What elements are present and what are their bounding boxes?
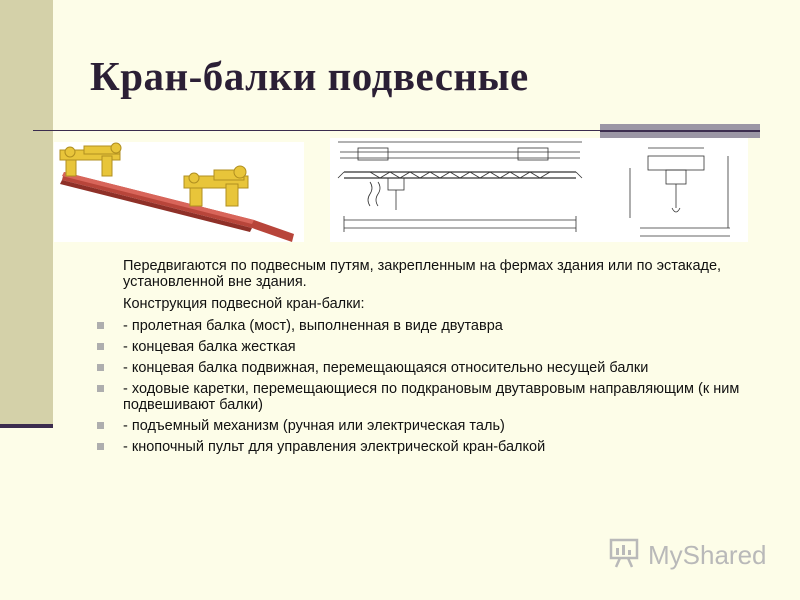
bullet-square-icon [97,422,104,429]
list-item [92,439,772,455]
bullet-square-icon [97,364,104,371]
bullet-square-icon [97,343,104,350]
list-item [92,418,772,434]
list-item-text: - концевая балка подвижная, перемещающаяся относительно несущей балки [123,360,649,376]
watermark-text: MyShared [648,540,767,570]
left-decor-underline [0,424,53,428]
crane-beam-photo [54,142,304,242]
presentation-board-icon [608,536,642,570]
list-item-text: - ходовые каретки, перемещающиеся по подкрановым двутавровым направляющим (к ним подвешивают балки) [123,381,740,413]
bullet-square-icon [97,322,104,329]
list-item [92,318,772,334]
crane-technical-drawing [330,138,748,242]
list-item-text: - кнопочный пульт для управления электрической кран-балкой [123,439,546,455]
list-item [92,381,772,413]
list-item [92,339,772,355]
slide-title: Кран-балки подвесные [90,53,529,99]
list-item-text: - концевая балка жесткая [123,339,296,355]
left-decor-bar [0,0,53,424]
list-item [92,360,772,376]
title-rule-accent-line [600,130,760,132]
list-item-text: - подъемный механизм (ручная или электрическая таль) [123,418,505,434]
myshared-watermark [608,536,768,572]
bullet-square-icon [97,443,104,450]
body-paragraph: Передвигаются по подвесным путям, закрепленным на фермах здания или по эстакаде, установленной вне здания. [123,258,722,290]
bullet-square-icon [97,385,104,392]
slide-body [92,258,772,460]
bullet-list [92,318,772,455]
body-paragraph: Конструкция подвесной кран-балки: [123,296,365,312]
list-item-text: - пролетная балка (мост), выполненная в виде двутавра [123,318,503,334]
